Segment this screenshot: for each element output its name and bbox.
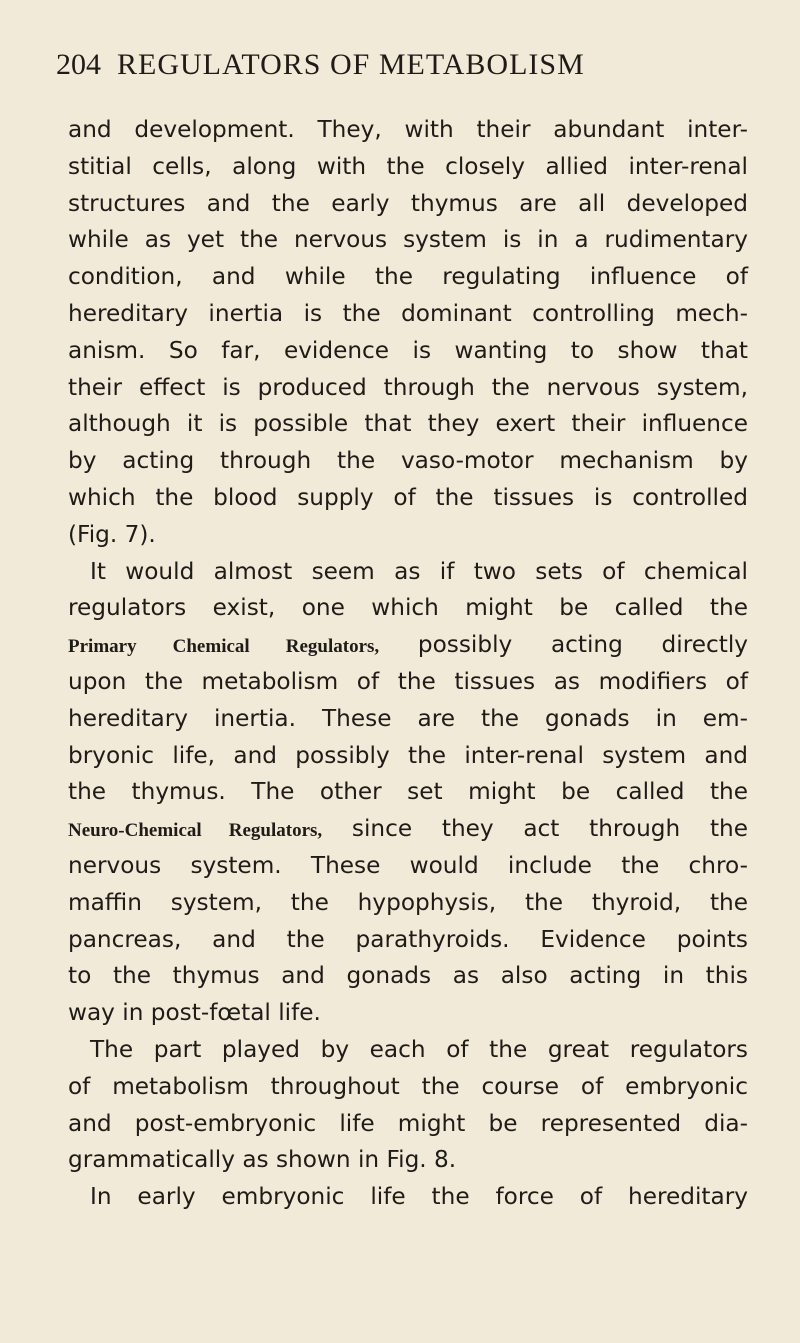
text-line (68, 627, 748, 664)
running-header (56, 48, 756, 90)
text-line: It would almost seem as if two sets of chemical (90, 557, 748, 585)
text-line: and post-embryonic life might be represented dia- (68, 1109, 748, 1137)
text-line: nervous system. These would include the chro- (68, 851, 748, 879)
text-line (68, 811, 748, 848)
text-line: grammatically as shown in Fig. 8. (68, 1146, 457, 1174)
text-line: although it is possible that they exert their influence (68, 410, 748, 438)
running-title: REGULATORS OF METABOLISM (117, 48, 585, 81)
text-line: which the blood supply of the tissues is controlled (68, 483, 748, 511)
text-line: upon the metabolism of the tissues as modifiers of (68, 667, 748, 695)
text-line: anism. So far, evidence is wanting to show that (68, 336, 748, 364)
paragraph-4 (68, 1179, 748, 1216)
text-line: structures and the early thymus are all developed (68, 189, 748, 217)
page-number: 204 (56, 48, 101, 81)
text-line: regulators exist, one which might be called the (68, 594, 748, 622)
text-line: bryonic life, and possibly the inter-renal system and (68, 741, 748, 769)
text-line: and development. They, with their abundant inter- (68, 116, 748, 143)
paragraph-2 (68, 554, 748, 1032)
page-body (68, 112, 748, 1216)
text-fragment: since they act through the (322, 815, 748, 843)
text-line: their effect is produced through the nervous system, (68, 373, 748, 401)
text-line: The part played by each of the great regulators (90, 1035, 748, 1063)
text-line: pancreas, and the parathyroids. Evidence points (68, 925, 748, 953)
text-line: the thymus. The other set might be called the (68, 778, 748, 806)
text-fragment: possibly acting directly (379, 631, 748, 659)
term-neuro-chemical-regulators: Neuro-Chemical Regulators, (68, 820, 323, 842)
paragraph-3 (68, 1032, 748, 1179)
text-line: to the thymus and gonads as also acting in this (68, 962, 748, 990)
text-line: way in post-fœtal life. (68, 999, 321, 1027)
text-line: of metabolism throughout the course of embryonic (68, 1072, 748, 1100)
text-line: by acting through the vaso-motor mechanism by (68, 447, 748, 475)
text-line: condition, and while the regulating influence of (68, 263, 748, 291)
text-line: hereditary inertia. These are the gonads in em- (68, 704, 748, 732)
text-line: stitial cells, along with the closely allied inter-renal (68, 152, 748, 180)
term-primary-chemical-regulators: Primary Chemical Regulators, (68, 636, 380, 658)
text-line: In early embryonic life the force of hereditary (90, 1183, 748, 1211)
text-line: maffin system, the hypophysis, the thyroid, the (68, 888, 748, 916)
text-line: hereditary inertia is the dominant controlling mech- (68, 299, 748, 327)
text-line: (Fig. 7). (68, 520, 156, 548)
paragraph-1 (68, 112, 748, 554)
text-line: while as yet the nervous system is in a rudimentary (68, 226, 748, 254)
